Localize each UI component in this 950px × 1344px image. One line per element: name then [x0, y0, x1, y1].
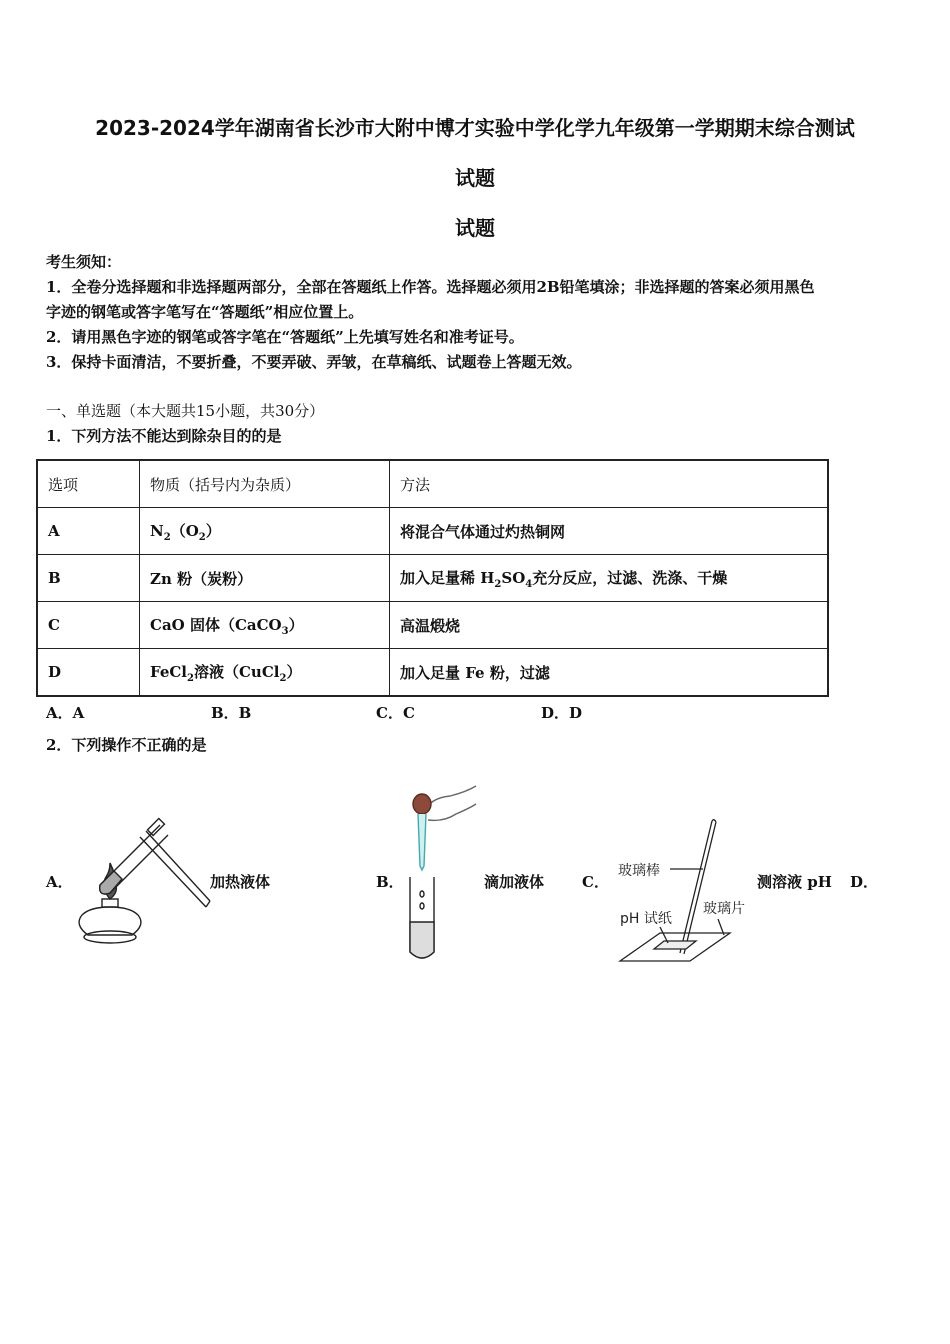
table-cell-substance: FeCl$_2$溶液（CuCl$_2$）	[140, 649, 390, 697]
table-header-cell: 选项	[37, 460, 140, 508]
notice-item-1a: 1．全卷分选择题和非选择题两部分，全部在答题纸上作答。选择题必须用2B铅笔填涂；非选择题的答案必须用黑色	[46, 278, 815, 296]
table-cell-substance: CaO 固体（CaCO$_3$）	[140, 602, 390, 649]
table-row	[37, 649, 828, 697]
table-cell-method: 将混合气体通过灼热铜网	[390, 508, 829, 555]
exam-title-line2: 试题	[455, 166, 495, 190]
section-heading: 一、单选题（本大题共15小题，共30分）	[46, 402, 325, 420]
table-row	[37, 602, 828, 649]
label-ph-paper: pH 试纸	[620, 911, 672, 927]
q2-option-d-letter[interactable]: D．	[850, 873, 879, 891]
table-row	[37, 508, 828, 555]
q1-choice-a[interactable]: A．A	[46, 704, 85, 722]
label-glass-rod: 玻璃棒	[618, 863, 660, 879]
hand	[424, 786, 476, 820]
table-header-cell: 物质（括号内为杂质）	[140, 460, 390, 508]
table-row	[37, 555, 828, 602]
notice-item-3: 3．保持卡面清洁，不要折叠，不要弄破、弄皱，在草稿纸、试题卷上答题无效。	[46, 353, 582, 371]
q1-choice-d[interactable]: D．D	[541, 704, 583, 722]
exam-title-line3: 试题	[455, 216, 495, 240]
lamp-base	[84, 931, 136, 943]
dropper-bulb	[413, 794, 431, 814]
lamp-neck	[102, 899, 118, 907]
q2-option-c-letter[interactable]: C．	[582, 873, 609, 891]
notice-item-1b: 字迹的钢笔或答字笔写在“答题纸”相应位置上。	[46, 303, 364, 321]
q1-stem: 1．下列方法不能达到除杂目的的是	[46, 427, 282, 445]
table-cell-option: B	[37, 555, 140, 602]
notice-item-2: 2．请用黑色字迹的钢笔或答字笔在“答题纸”上先填写姓名和准考证号。	[46, 328, 524, 346]
table-header-row	[37, 460, 828, 508]
tube-holder	[140, 831, 210, 907]
q2-option-b-caption: 滴加液体	[484, 873, 545, 891]
table-cell-option: D	[37, 649, 140, 697]
heating-liquid-figure	[70, 815, 210, 955]
q2-option-a-caption: 加热液体	[210, 873, 271, 891]
dropper-tube	[418, 814, 426, 870]
table-cell-substance: Zn 粉（炭粉）	[140, 555, 390, 602]
q2-stem: 2．下列操作不正确的是	[46, 736, 207, 754]
table-cell-option: C	[37, 602, 140, 649]
liquid-in-tube	[410, 922, 434, 958]
table-cell-method: 高温煅烧	[390, 602, 829, 649]
exam-title-line1: 2023-2024学年湖南省长沙市大附中博才实验中学化学九年级第一学期期末综合测试	[95, 116, 855, 140]
table-cell-substance: $N_2(O_2)$	[140, 508, 390, 555]
notice-heading: 考生须知：	[46, 253, 122, 271]
dropping-liquid-figure	[400, 782, 480, 962]
table-cell-option: A	[37, 508, 140, 555]
ph-paper	[654, 941, 696, 949]
table-cell-method: 加入足量 Fe 粉，过滤	[390, 649, 829, 697]
table-header-cell: 方法	[390, 460, 829, 508]
q1-choice-b[interactable]: B．B	[211, 704, 252, 722]
q2-option-c-caption: 测溶液 pH	[757, 873, 832, 891]
liquid-in-tube	[100, 871, 122, 894]
q2-option-b-letter[interactable]: B．	[376, 873, 404, 891]
q1-table	[36, 459, 829, 697]
table-cell-method: 加入足量稀 $H_2SO_4$充分反应，过滤、洗涤、干燥	[390, 555, 829, 602]
q1-choice-c[interactable]: C．C	[376, 704, 415, 722]
q2-option-a-letter[interactable]: A．	[46, 873, 73, 891]
glass-rod	[680, 820, 716, 954]
holder-clamp	[148, 819, 165, 836]
label-glass-plate: 玻璃片	[703, 901, 745, 917]
ph-test-figure	[610, 815, 755, 965]
